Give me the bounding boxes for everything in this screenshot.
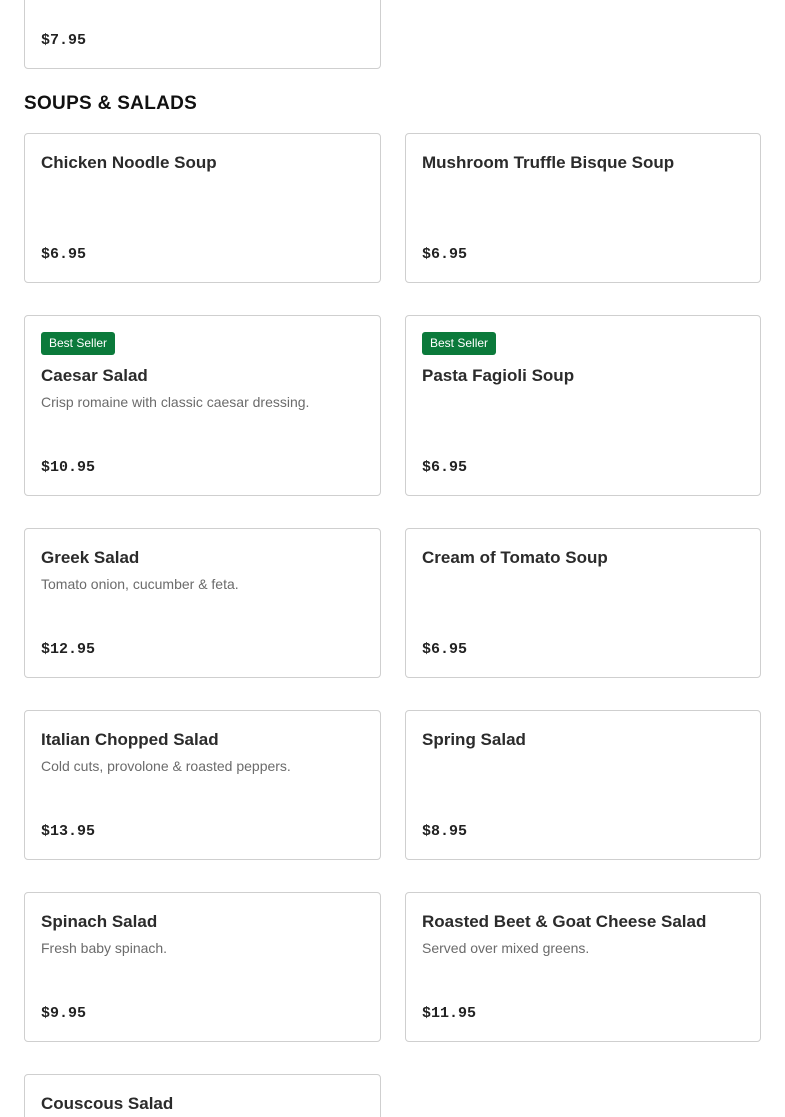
menu-item-name: Chicken Noodle Soup — [41, 153, 217, 172]
menu-item-card[interactable] — [24, 1074, 381, 1117]
menu-item-name: Spring Salad — [422, 730, 526, 749]
menu-item-price: $6.95 — [422, 641, 468, 658]
menu-item-card[interactable] — [24, 315, 381, 496]
menu-item-price: $12.95 — [41, 641, 96, 658]
menu-item-description: Crisp romaine with classic caesar dressing. — [41, 394, 310, 410]
menu-item-name: Pasta Fagioli Soup — [422, 366, 575, 385]
menu-item-price: $13.95 — [41, 823, 96, 840]
menu-item-card[interactable] — [405, 892, 761, 1042]
menu-item-card[interactable] — [24, 528, 381, 678]
section-title: SOUPS & SALADS — [24, 93, 198, 114]
menu-item-name: Italian Chopped Salad — [41, 730, 219, 749]
menu-item-name: Couscous Salad — [41, 1094, 174, 1113]
menu-item-card[interactable] — [24, 710, 381, 860]
menu-item-name: Roasted Beet & Goat Cheese Salad — [422, 912, 707, 931]
menu-item-card[interactable] — [405, 528, 761, 678]
menu-item-card[interactable] — [405, 315, 761, 496]
menu-item-card[interactable] — [24, 892, 381, 1042]
menu-item-name: Caesar Salad — [41, 366, 148, 385]
menu-item-price: $7.95 — [41, 32, 87, 49]
menu-item-name: Greek Salad — [41, 548, 140, 567]
menu-item-price: $9.95 — [41, 1005, 87, 1022]
menu-item-price: $6.95 — [422, 459, 468, 476]
menu-item-description: Served over mixed greens. — [422, 940, 590, 956]
menu-item-price: $6.95 — [422, 246, 468, 263]
menu-item-name: Cream of Tomato Soup — [422, 548, 608, 567]
menu-item-card[interactable] — [405, 710, 761, 860]
menu-item-price: $6.95 — [41, 246, 87, 263]
menu-item-name: Mushroom Truffle Bisque Soup — [422, 153, 675, 172]
menu-item-description: Cold cuts, provolone & roasted peppers. — [41, 758, 291, 774]
menu-item-card[interactable] — [405, 133, 761, 283]
menu-item-description: Tomato onion, cucumber & feta. — [41, 576, 239, 592]
menu-item-price: $8.95 — [422, 823, 468, 840]
menu-item-name: Spinach Salad — [41, 912, 158, 931]
best-seller-badge: Best Seller — [422, 332, 496, 355]
menu-item-card[interactable] — [24, 133, 381, 283]
best-seller-badge: Best Seller — [41, 332, 115, 355]
menu-item-price: $11.95 — [422, 1005, 477, 1022]
menu-item-price: $10.95 — [41, 459, 96, 476]
menu-item-description: Fresh baby spinach. — [41, 940, 168, 956]
menu-item-card-previous[interactable] — [24, 0, 381, 69]
